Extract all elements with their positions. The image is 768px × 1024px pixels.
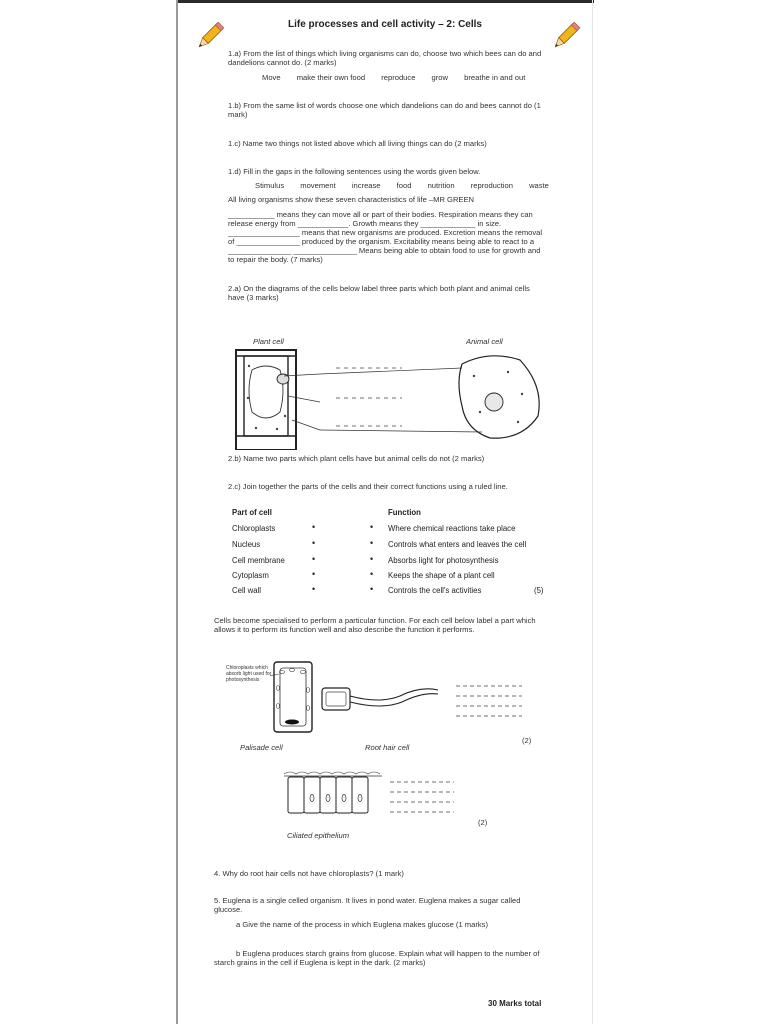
table-function: Absorbs light for photosynthesis xyxy=(388,556,499,565)
word-item: reproduction xyxy=(470,181,513,190)
question-4: 4. Why do root hair cells not have chloroplasts? (1 mark) xyxy=(214,869,404,878)
word-item: Stimulus xyxy=(255,181,285,190)
question-5: 5. Euglena is a single celled organism. It lives in pond water. Euglena makes a sugar called glucose. xyxy=(214,896,521,914)
match-dot[interactable]: • xyxy=(370,522,374,532)
plant-cell-label: Plant cell xyxy=(253,337,284,346)
marks-2a: (2) xyxy=(522,736,532,745)
match-dot[interactable]: • xyxy=(312,522,316,532)
palisade-roothair-diagram xyxy=(270,660,530,740)
animal-cell-label: Animal cell xyxy=(466,337,503,346)
pencil-icon xyxy=(548,20,582,54)
ciliated-epithelium-diagram xyxy=(282,770,528,824)
word-item: nutrition xyxy=(427,181,455,190)
word-item: waste xyxy=(529,181,549,190)
root-hair-cell-label: Root hair cell xyxy=(365,743,410,752)
match-dot[interactable]: • xyxy=(312,584,316,594)
match-dot[interactable]: • xyxy=(312,554,316,564)
question-2a: 2.a) On the diagrams of the cells below label three parts which both plant and animal cells have (3 marks) xyxy=(228,284,530,302)
question-1c: 1.c) Name two things not listed above which all living things can do (2 marks) xyxy=(228,139,487,148)
table-part: Cell membrane xyxy=(232,556,285,565)
word-list-1d xyxy=(255,181,563,190)
question-5a: a Give the name of the process in which Euglena makes glucose (1 marks) xyxy=(236,920,488,929)
table-function: Keeps the shape of a plant cell xyxy=(388,571,495,580)
question-2b: 2.b) Name two parts which plant cells have but animal cells do not (2 marks) xyxy=(228,454,485,463)
plant-animal-cell-diagram xyxy=(222,346,552,450)
word-item: food xyxy=(396,181,412,190)
chloroplast-annotation: Chloroplasts which absorb light used for photosynthesis xyxy=(226,665,272,683)
table-part: Chloroplasts xyxy=(232,524,276,533)
question-1a: 1.a) From the list of things which living organisms can do, choose two which bees can do and dandelions cannot do. (2 marks) xyxy=(228,49,542,67)
palisade-cell-label: Palisade cell xyxy=(240,743,283,752)
word-item: grow xyxy=(431,73,449,82)
table-part: Cytoplasm xyxy=(232,571,269,580)
page-right-border xyxy=(592,0,593,1024)
ciliated-epithelium-label: Ciliated epithelium xyxy=(287,831,350,840)
word-item: movement xyxy=(300,181,336,190)
match-dot[interactable]: • xyxy=(370,538,374,548)
word-list-1a xyxy=(262,73,539,82)
match-dot[interactable]: • xyxy=(370,554,374,564)
match-dot[interactable]: • xyxy=(370,584,374,594)
characteristics-line: All living organisms show these seven characteristics of life –MR GREEN xyxy=(228,195,475,204)
word-item: reproduce xyxy=(381,73,416,82)
match-dot[interactable]: • xyxy=(312,569,316,579)
table-marks: (5) xyxy=(534,586,544,595)
table-function: Controls the cell's activities xyxy=(388,586,482,595)
word-item: increase xyxy=(351,181,381,190)
question-3: Cells become specialised to perform a particular function. For each cell below label a part which allows it to perform its function well and also describe the function it performs. xyxy=(214,616,536,634)
table-header-part: Part of cell xyxy=(232,508,272,517)
table-part: Nucleus xyxy=(232,540,261,549)
question-1d: 1.d) Fill in the gaps in the following sentences using the words given below. xyxy=(228,167,481,176)
page-left-border xyxy=(176,0,178,1024)
word-item: Move xyxy=(262,73,281,82)
marks-2b: (2) xyxy=(478,818,488,827)
total-marks: 30 Marks total xyxy=(488,999,542,1008)
question-2c: 2.c) Join together the parts of the cells and their correct functions using a ruled line. xyxy=(228,482,508,491)
fill-gaps-paragraph: ___________ means they can move all or part of their bodies. Respiration means they can release energy from ____________. Growth means they _____________ in size. _________________ means that new organisms are produced. Excretion means the removal of _______________ produced by the organism. Excitability means being able to react to a _______________ _______________ Means being able to obtain food to use for growth and to repair the body. (7 marks) xyxy=(228,210,543,264)
match-dot[interactable]: • xyxy=(370,569,374,579)
question-1b: 1.b) From the same list of words choose one which dandelions can do and bees cannot do (1 mark) xyxy=(228,101,541,119)
match-dot[interactable]: • xyxy=(312,538,316,548)
word-item: make their own food xyxy=(296,73,366,82)
question-5b: b Euglena produces starch grains from glucose. Explain what will happen to the number of starch grains in the cell if Euglena is kept in the dark. (2 marks) xyxy=(214,949,540,967)
page-top-border xyxy=(176,0,594,3)
table-part: Cell wall xyxy=(232,586,262,595)
pencil-icon xyxy=(192,20,226,54)
table-function: Controls what enters and leaves the cell xyxy=(388,540,527,549)
table-function: Where chemical reactions take place xyxy=(388,524,516,533)
page-title: Life processes and cell activity – 2: Cells xyxy=(288,19,482,30)
word-item: breathe in and out xyxy=(464,73,526,82)
table-header-function: Function xyxy=(388,508,421,517)
